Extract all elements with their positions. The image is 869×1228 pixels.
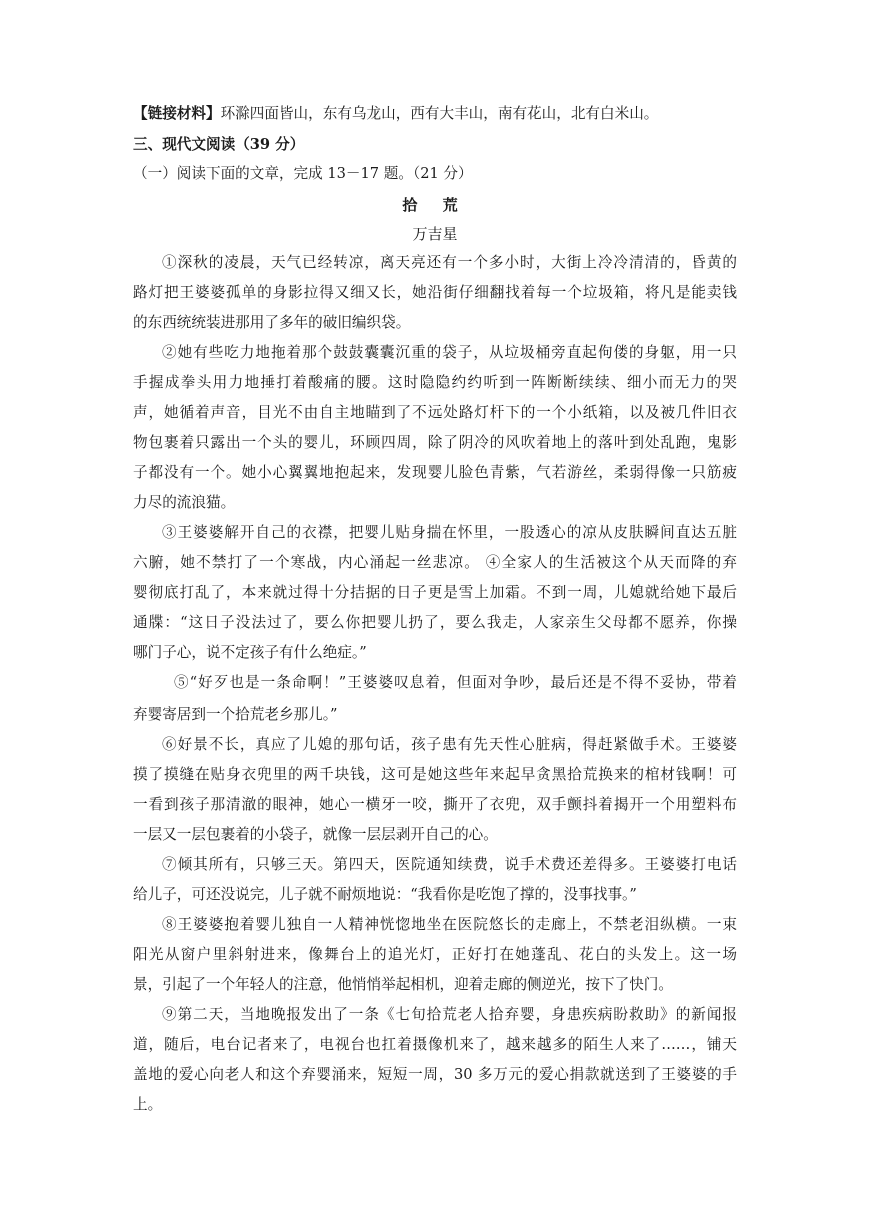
- body-line: 力尽的流浪猫。: [133, 494, 236, 511]
- body-line: 六腑，她不禁打了一个寒战，内心涌起一丝悲凉。 ④全家人的生活被这个从天而降的弃: [133, 554, 737, 571]
- link-material-text: 环滁四面皆山，东有乌龙山，西有大丰山，南有花山，北有白米山。: [220, 105, 659, 122]
- link-material-label: 【链接材料】: [133, 105, 221, 122]
- article-author: 万吉星: [412, 225, 458, 243]
- body-line: ②她有些吃力地拖着那个鼓鼓囊囊沉重的袋子，从垃圾桶旁直起佝偻的身躯，用一只: [162, 344, 737, 361]
- body-line: ⑦倾其所有，只够三天。第四天，医院通知续费，说手术费还差得多。王婆婆打电话: [162, 856, 737, 873]
- body-line: ⑥好景不长，真应了儿媳的那句话，孩子患有先天性心脏病，得赶紧做手术。王婆婆: [162, 736, 737, 753]
- body-line: 声，她循着声音，目光不由自主地瞄到了不远处路灯杆下的一个小纸箱，以及被几件旧衣: [133, 404, 737, 421]
- body-line: 哪门子心，说不定孩子有什么绝症。”: [133, 644, 367, 661]
- body-line: 一看到孩子那清澈的眼神，她心一横牙一咬，撕开了衣兜，双手颤抖着揭开一个用塑料布: [133, 796, 737, 813]
- body-line: 弃婴寄居到一个拾荒老乡那儿。”: [133, 706, 338, 723]
- link-material-line: [133, 104, 737, 124]
- body-line: 路灯把王婆婆孤单的身影拉得又细又长，她沿街仔细翻找着每一个垃圾箱，将凡是能卖钱: [133, 284, 737, 301]
- body-line: 手握成拳头用力地捶打着酸痛的腰。这时隐隐约约听到一阵断断续续、细小而无力的哭: [133, 374, 737, 391]
- body-line: ⑤“好歹也是一条命啊！”王婆婆叹息着，但面对争吵，最后还是不得不妥协，带着: [174, 674, 737, 691]
- section-heading: 三、现代文阅读（39 分）: [133, 136, 305, 153]
- body-line: ⑨第二天，当地晚报发出了一条《七旬拾荒老人拾弃婴，身患疾病盼救助》的新闻报: [162, 1006, 737, 1023]
- body-line: 道，随后，电台记者来了，电视台也扛着摄像机来了，越来越多的陌生人来了……，铺天: [133, 1036, 737, 1053]
- body-line: 婴彻底打乱了，本来就过得十分拮据的日子更是雪上加霜。不到一周，儿媳就给她下最后: [133, 584, 737, 601]
- body-line: ⑧王婆婆抱着婴儿独自一人精神恍惚地坐在医院悠长的走廊上，不禁老泪纵横。一束: [162, 916, 737, 933]
- article-title: 拾 荒: [402, 196, 468, 214]
- body-line: 盖地的爱心向老人和这个弃婴涌来，短短一周，30 多万元的爱心捐款就送到了王婆婆的手: [133, 1066, 737, 1083]
- body-line: ①深秋的凌晨，天气已经转凉，离天亮还有一个多小时，大街上冷冷清清的，昏黄的: [162, 254, 737, 271]
- body-line: 一层又一层包裹着的小袋子，就像一层层剥开自己的心。: [133, 826, 498, 843]
- body-line: 景，引起了一个年轻人的注意，他悄悄举起相机，迎着走廊的侧逆光，按下了快门。: [133, 976, 673, 993]
- body-line: 物包裹着只露出一个头的婴儿，环顾四周，除了阴冷的风吹着地上的落叶到处乱跑，鬼影: [133, 434, 737, 451]
- body-line: 的东西统统装进那用了多年的破旧编织袋。: [133, 314, 411, 331]
- body-line: 阳光从窗户里斜射进来，像舞台上的追光灯，正好打在她蓬乱、花白的头发上。这一场: [133, 946, 737, 963]
- body-line: 子都没有一个。她小心翼翼地抱起来，发现婴儿脸色青紫，气若游丝，柔弱得像一只筋疲: [133, 464, 737, 481]
- section-instruction: （一）阅读下面的文章，完成 13－17 题。（21 分）: [133, 165, 473, 182]
- body-line: 上。: [133, 1096, 163, 1113]
- body-line: 给儿子，可还没说完，儿子就不耐烦地说：“我看你是吃饱了撑的，没事找事。”: [133, 886, 637, 903]
- body-line: ③王婆婆解开自己的衣襟，把婴儿贴身揣在怀里，一股透心的凉从皮肤瞬间直达五脏: [162, 524, 737, 541]
- body-line: 摸了摸缝在贴身衣兜里的两千块钱，这可是她这些年来起早贪黑拾荒换来的棺材钱啊！可: [133, 766, 737, 783]
- body-line: 通牒：“这日子没法过了，要么你把婴儿扔了，要么我走，人家亲生父母都不愿养，你操: [133, 614, 737, 631]
